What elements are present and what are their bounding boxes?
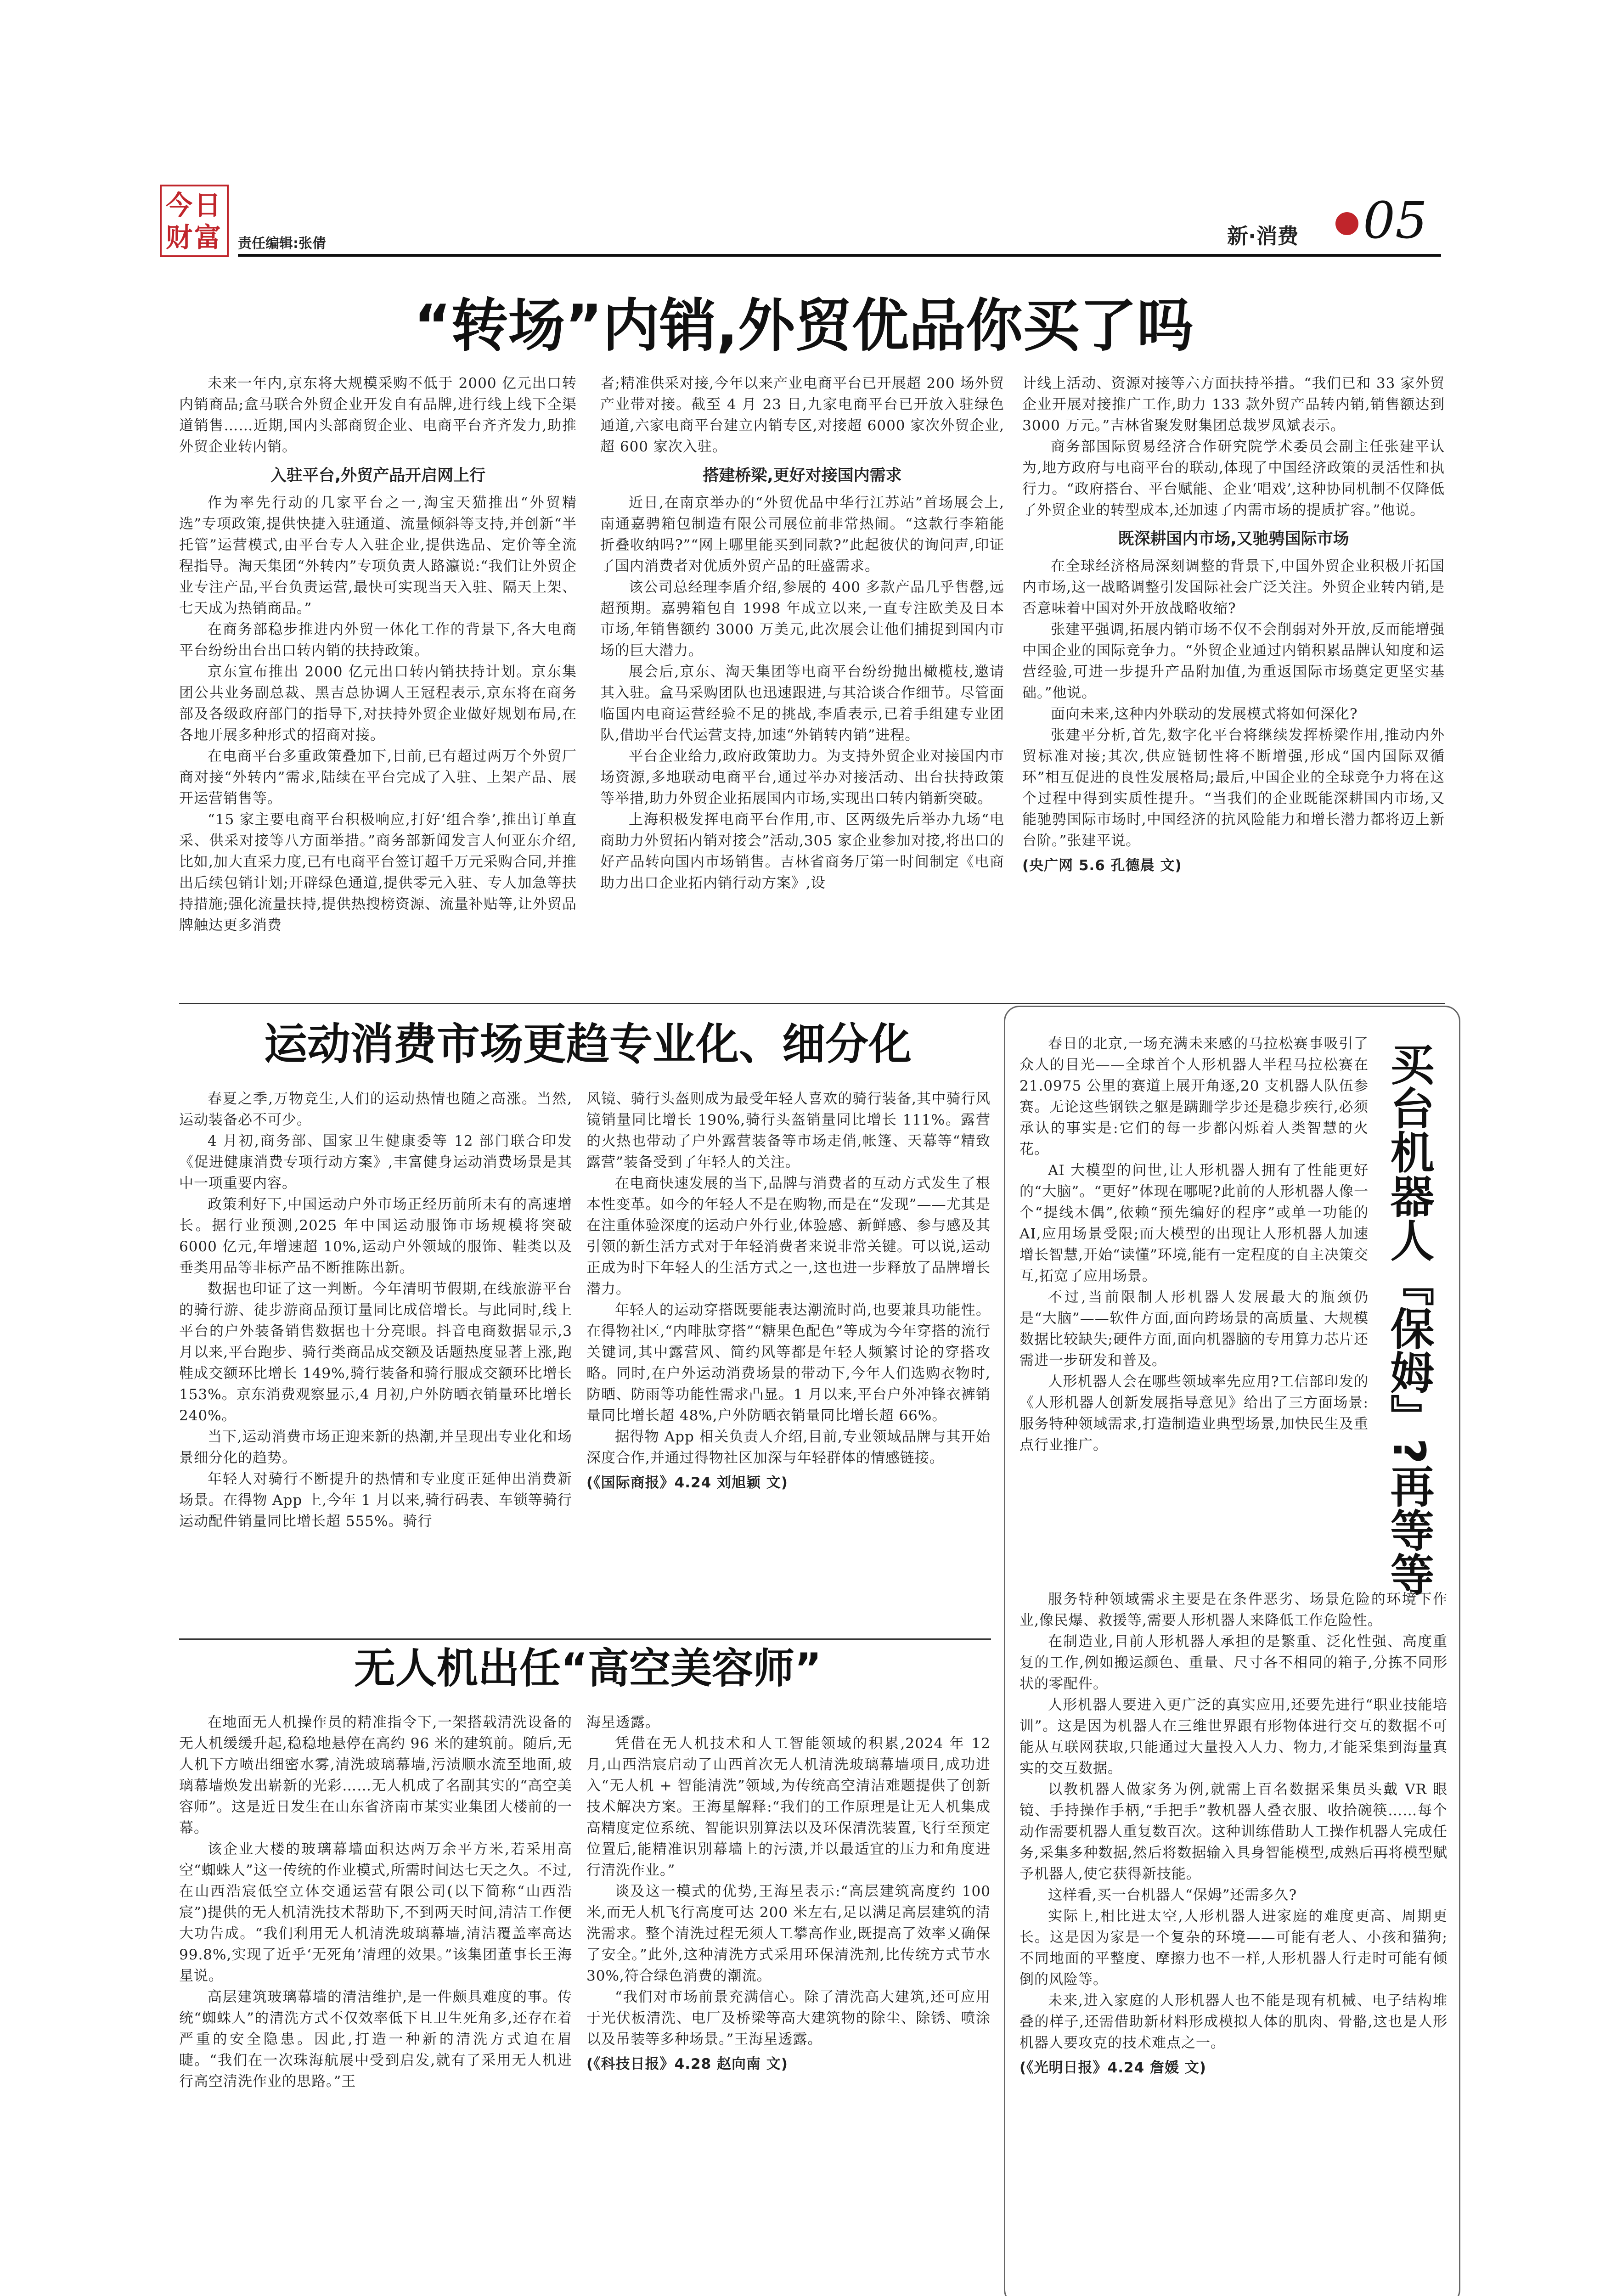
section-label: 新·消费 [1227,224,1299,248]
paragraph: 人形机器人要进入更广泛的真实应用,还要先进行“职业技能培训”。这是因为机器人在三维世界跟有形物体进行交互的数据不可能从互联网获取,只能通过大量投入人力、物力,才能采集到海量真实的交互数据。 [1020,1697,1448,1777]
paragraph: 在电商平台多重政策叠加下,目前,已有超过两万个外贸厂商对接“外转内”需求,陆续在平台完成了入驻、上架产品、展开运营销售等。 [179,748,577,807]
article3-title: 无人机出任“高空美容师” [354,1644,822,1693]
paragraph: 4 月初,商务部、国家卫生健康委等 12 部门联合印发《促进健康消费专项行动方案》,丰富健身运动消费场景是其中一项重要内容。 [179,1133,572,1192]
paragraph: 在电商快速发展的当下,品牌与消费者的互动方式发生了根本性变革。如今的年轻人不是在购物,而是在“发现”——尤其是在注重体验深度的运动户外行业,体验感、新鲜感、参与感及其引领的新生活方式对于年轻消费者来说非常关键。可以说,运动正成为时下年轻人的生活方式之一,这也进一步释放了品牌增长潜力。 [586,1175,991,1297]
paragraph: 张建平强调,拓展内销市场不仅不会削弱对外开放,反而能增强中国企业的国际竞争力。“外贸企业通过内销积累品牌认知度和运营经验,可进一步提升产品附加值,为重返国际市场奠定更坚实基础。”他说。 [1022,621,1445,701]
paragraph: 该企业大楼的玻璃幕墙面积达两万余平方米,若采用高空“蜘蛛人”这一传统的作业模式,所需时间达七天之久。不过,在山西浩宸低空立体交通运营有限公司(以下简称“山西浩宸”)提供的无人机清洗技术帮助下,不到两天时间,清洁工作便大功告成。“我们利用无人机清洗玻璃幕墙,清洁覆盖率高达 99.8%,实现了近乎‘无死角’清理的效果。”该集团董事长王海星说。 [179,1841,572,1984]
article1-title: “转场”内销,外贸优品你买了吗 [413,293,1194,359]
paragraph: 人形机器人会在哪些领域率先应用?工信部印发的《人形机器人创新发展指导意见》给出了三方面场景:服务特种领域需求,打造制造业典型场景,加快民生及重点行业推广。 [1020,1373,1369,1453]
article2-col2 [586,1088,991,1493]
editor-credit: 责任编辑:张倩 [238,236,326,252]
header-rule [238,254,1441,257]
paragraph: 不过,当前限制人形机器人发展最大的瓶颈仍是“大脑”——软件方面,面向跨场景的高质量、大规模数据比较缺失;硬件方面,面向机器脑的专用算力芯片还需进一步研发和普及。 [1020,1289,1369,1369]
paragraph: 在地面无人机操作员的精准指令下,一架搭载清洗设备的无人机缓缓升起,稳稳地悬停在高约 96 米的建筑前。随后,无人机下方喷出细密水雾,清洗玻璃幕墙,污渍顺水流至地面,玻璃幕墙焕发出崭新的光彩……无人机成了名副其实的“高空美容师”。这是近日发生在山东省济南市某实业集团大楼前的一幕。 [179,1714,572,1836]
paragraph: 数据也印证了这一判断。今年清明节假期,在线旅游平台的骑行游、徒步游商品预订量同比成倍增长。与此同时,线上平台的户外装备销售数据也十分亮眼。抖音电商数据显示,3 月以来,平台跑步、骑行类商品成交额及话题热度显著上涨,跑鞋成交额环比增长 149%,骑行装备和骑行服成交额环比增长 153%。京东消费观察显示,4 月初,户外防晒衣销量环比增长 240%。 [179,1281,572,1424]
section-badge-icon [1335,212,1358,235]
paragraph: 以教机器人做家务为例,就需上百名数据采集员头戴 VR 眼镜、手持操作手柄,“手把手”教机器人叠衣服、收拾碗筷……每个动作需要机器人重复数百次。这种训练借助人工操作机器人完成任务,采集多种数据,然后将数据输入具身智能模型,成熟后再将模型赋予机器人,使它获得新技能。 [1020,1781,1448,1882]
paragraph: 在全球经济格局深刻调整的背景下,中国外贸企业积极开拓国内市场,这一战略调整引发国际社会广泛关注。外贸企业转内销,是否意味着中国对外开放战略收缩? [1022,558,1445,617]
paragraph: 据得物 App 相关负责人介绍,目前,专业领域品牌与其开始深度合作,并通过得物社区加深与年轻群体的情感链接。 [586,1429,991,1466]
article1-bottom-rule [179,1003,1445,1004]
paragraph: 计线上活动、资源对接等六方面扶持举措。“我们已和 33 家外贸企业开展对接推广工作,助力 133 款外贸产品转内销,销售额达到 3000 万元。”吉林省聚发财集团总裁罗凤斌表示。 [1022,375,1445,434]
paragraph: 该公司总经理李盾介绍,参展的 400 多款产品几乎售罄,远超预期。嘉骋箱包自 1998 年成立以来,一直专注欧美及日本市场,年销售额约 3000 万美元,此次展会让他们捕捉到国内市场的巨大潜力。 [600,579,1004,659]
paragraph: 政策利好下,中国运动户外市场正经历前所未有的高速增长。据行业预测,2025 年中国运动服饰市场规模将突破 6000 亿元,年增速超 10%,运动户外领域的服饰、鞋类以及垂类用品等非标产品不断推陈出新。 [179,1196,572,1276]
paragraph: 近日,在南京举办的“外贸优品中华行江苏站”首场展会上,南通嘉骋箱包制造有限公司展位前非常热闹。“这款行李箱能折叠收纳吗?”“网上哪里能买到同款?”此起彼伏的询问声,印证了国内消费者对优质外贸产品的旺盛需求。 [600,495,1004,574]
article3-col2 [586,1712,991,2075]
paragraph: 平台企业给力,政府政策助力。为支持外贸企业对接国内市场资源,多地联动电商平台,通过举办对接活动、出台扶持政策等举措,助力外贸企业拓展国内市场,实现出口转内销新突破。 [600,748,1004,807]
section-heading: 搭建桥梁,更好对接国内需求 [703,467,902,485]
paragraph: 海星透露。 [586,1714,660,1731]
article1-col1 [179,373,577,936]
article1-col3 [1022,373,1445,876]
paragraph: “我们对市场前景充满信心。除了清洗高大建筑,还可应用于光伏板清洗、电厂及桥梁等高大建筑物的除尘、除锈、喷涂以及吊装等多种场景。”王海星透露。 [586,1989,991,2048]
source-credit: (《科技日报》4.28 赵向南 文) [586,2056,788,2072]
paragraph: 未来一年内,京东将大规模采购不低于 2000 亿元出口转内销商品;盒马联合外贸企业开发自有品牌,进行线上线下全渠道销售……近期,国内头部商贸企业、电商平台齐齐发力,助推外贸企业转内销。 [179,375,577,455]
paragraph: 春日的北京,一场充满未来感的马拉松赛事吸引了众人的目光——全球首个人形机器人半程马拉松赛在 21.0975 公里的赛道上展开角逐,20 支机器人队伍参赛。无论这些钢铁之躯是蹒跚学步还是稳步疾行,必须承认的事实是:它们的每一步都闪烁着人类智慧的火花。 [1020,1035,1369,1158]
paragraph: “15 家主要电商平台积极响应,打好‘组合拳’,推出订单直采、供采对接等八方面举措。”商务部新闻发言人何亚东介绍,比如,加大直采力度,已有电商平台签订超千万元采购合同,并推出后续包销计划;开辟绿色通道,提供零元入驻、专人加急等扶持措施;强化流量扶持,提供热搜榜资源、流量补贴等,让外贸品牌触达更多消费 [179,811,577,934]
paragraph: 展会后,京东、淘天集团等电商平台纷纷抛出橄榄枝,邀请其入驻。盒马采购团队也迅速跟进,与其洽谈合作细节。尽管面临国内电商运营经验不足的挑战,李盾表示,已着手组建专业团队,借助平台代运营支持,加速“外销转内销”进程。 [600,664,1004,743]
paragraph: 京东宣布推出 2000 亿元出口转内销扶持计划。京东集团公共业务副总裁、黑吉总协调人王冠程表示,京东将在商务部及各级政府部门的指导下,对扶持外贸企业做好规划布局,在各地开展多种形式的招商对接。 [179,664,577,743]
paragraph: 实际上,相比进太空,人形机器人进家庭的难度更高、周期更长。这是因为家是一个复杂的环境——可能有老人、小孩和猫狗;不同地面的平整度、摩擦力也不一样,人形机器人行走时可能有倾倒的风险等。 [1020,1908,1448,1988]
paragraph: 者;精准供采对接,今年以来产业电商平台已开展超 200 场外贸产业带对接。截至 4 月 23 日,九家电商平台已开放入驻绿色通道,六家电商平台建立内销专区,对接超 6000 家次外贸企业,超 600 家次入驻。 [600,375,1004,455]
paragraph: 高层建筑玻璃幕墙的清洁维护,是一件颇具难度的事。传统“蜘蛛人”的清洗方式不仅效率低下且卫生死角多,还存在着严重的安全隐患。因此,打造一种新的清洗方式迫在眉睫。“我们在一次珠海航展中受到启发,就有了采用无人机进行高空清洗作业的思路。”王 [179,1989,572,2090]
article3-col1 [179,1712,572,2092]
article4-col-top [1020,1033,1369,1456]
source-credit: (《光明日报》4.24 詹媛 文) [1020,2060,1206,2076]
section-heading: 既深耕国内市场,又驰骋国际市场 [1118,530,1349,548]
paragraph: 在商务部稳步推进内外贸一体化工作的背景下,各大电商平台纷纷出台出口转内销的扶持政策。 [179,621,577,659]
paragraph: 商务部国际贸易经济合作研究院学术委员会副主任张建平认为,地方政府与电商平台的联动,体现了中国经济政策的灵活性和执行力。“政府搭台、平台赋能、企业‘唱戏’,这种协同机制不仅降低了外贸企业的转型成本,还加速了内需市场的提质扩容。”他说。 [1022,439,1445,518]
paragraph: 年轻人对骑行不断提升的热情和专业度正延伸出消费新场景。在得物 App 上,今年 1 月以来,骑行码表、车锁等骑行运动配件销量同比增长超 555%。骑行 [179,1471,572,1530]
paragraph: 凭借在无人机技术和人工智能领域的积累,2024 年 12 月,山西浩宸启动了山西首次无人机清洗玻璃幕墙项目,成功进入“无人机 + 智能清洗”领域,为传统高空清洁难题提供了创新技术解决方案。王海星解释:“我们的工作原理是让无人机集成高精度定位系统、智能识别算法以及环保清洗装置,飞行至预定位置后,能精准识别幕墙上的污渍,并以最适宜的压力和角度进行清洗作业。” [586,1735,991,1879]
paragraph: 服务特种领域需求主要是在条件恶劣、场景危险的环境下作业,像民爆、救援等,需要人形机器人来降低工作危险性。 [1020,1591,1448,1629]
paragraph: 面向未来,这种内外联动的发展模式将如何深化? [1051,706,1358,722]
section-heading: 入驻平台,外贸产品开启网上行 [270,467,486,485]
article2-col1 [179,1088,572,1532]
newspaper-logo [160,185,229,257]
page-number: 05 [1363,191,1427,250]
paragraph: 风镜、骑行头盔则成为最受年轻人喜欢的骑行装备,其中骑行风镜销量同比增长 190%,骑行头盔销量同比增长 111%。露营的火热也带动了户外露营装备等市场走俏,帐篷、天幕等“精致露营”装备受到了年轻人的关注。 [586,1091,991,1171]
source-credit: (央广网 5.6 孔德晨 文) [1022,857,1182,874]
source-credit: (《国际商报》4.24 刘旭颖 文) [586,1474,788,1491]
paragraph: 谈及这一模式的优势,王海星表示:“高层建筑高度约 100 米,而无人机飞行高度可达 200 米左右,足以满足高层建筑的清洗需求。整个清洗过程无须人工攀高作业,既提高了效率又确保了安全。”此外,这种清洗方式采用环保清洗剂,比传统方式节水 30%,符合绿色消费的潮流。 [586,1883,991,1984]
paragraph: 当下,运动消费市场正迎来新的热潮,并呈现出专业化和场景细分化的趋势。 [179,1429,572,1466]
paragraph: 作为率先行动的几家平台之一,淘宝天猫推出“外贸精选”专项政策,提供快捷入驻通道、流量倾斜等支持,并创新“半托管”运营模式,由平台专人入驻企业,提供选品、定价等全流程指导。淘天集团“外转内”专项负责人路瀛说:“我们让外贸企业专注产品,平台负责运营,最快可实现当天入驻、隔天上架、七天成为热销商品。” [179,495,577,617]
paragraph: 未来,进入家庭的人形机器人也不能是现有机械、电子结构堆叠的样子,还需借助新材料形成模拟人体的肌肉、骨骼,这也是人形机器人要攻克的技术难点之一。 [1020,1992,1448,2051]
paragraph: AI 大模型的问世,让人形机器人拥有了性能更好的“大脑”。“更好”体现在哪呢?此前的人形机器人像一个“提线木偶”,依赖“预先编好的程序”或单一功能的 AI,应用场景受限;而大模型的出现让人形机器人加速增长智慧,开始“读懂”环境,能有一定程度的自主决策交互,拓宽了应用场景。 [1020,1162,1369,1284]
paragraph: 张建平分析,首先,数字化平台将继续发挥桥梁作用,推动内外贸标准对接;其次,供应链韧性将不断增强,形成“国内国际双循环”相互促进的良性发展格局;最后,中国企业的全球竞争力将在这个过程中得到实质性提升。“当我们的企业既能深耕国内市场,又能驰骋国际市场时,中国经济的抗风险能力和增长潜力都将迈上新台阶。”张建平说。 [1022,727,1445,849]
article1-col2 [600,373,1004,894]
logo-text: 今日财富 [165,190,223,253]
paragraph: 在制造业,目前人形机器人承担的是繁重、泛化性强、高度重复的工作,例如搬运颜色、重量、尺寸各不相同的箱子,分拣不同形状的零配件。 [1020,1633,1448,1692]
article4-col-bottom [1020,1589,1448,2078]
article2-title: 运动消费市场更趋专业化、细分化 [264,1019,912,1069]
article4-title: 买台机器人『保姆』?再等等 [1383,1041,1435,1596]
paragraph: 年轻人的运动穿搭既要能表达潮流时尚,也要兼具功能性。在得物社区,“内啡肽穿搭”“糖果色配色”等成为今年穿搭的流行关键词,其中露营风、简约风等都是年轻人频繁讨论的穿搭攻略。同时,在户外运动消费场景的带动下,今年人们选购衣物时,防晒、防雨等功能性需求凸显。1 月以来,平台户外冲锋衣裤销量同比增长超 48%,户外防晒衣销量同比增长超 66%。 [586,1302,991,1424]
paragraph: 这样看,买一台机器人“保姆”还需多久? [1048,1887,1297,1903]
paragraph: 春夏之季,万物竞生,人们的运动热情也随之高涨。当然,运动装备必不可少。 [179,1091,572,1128]
paragraph: 上海积极发挥电商平台作用,市、区两级先后举办九场“电商助力外贸拓内销对接会”活动,305 家企业参加对接,将出口的好产品转向国内市场销售。吉林省商务厅第一时间制定《电商助力出口企业拓内销行动方案》,设 [600,811,1004,891]
